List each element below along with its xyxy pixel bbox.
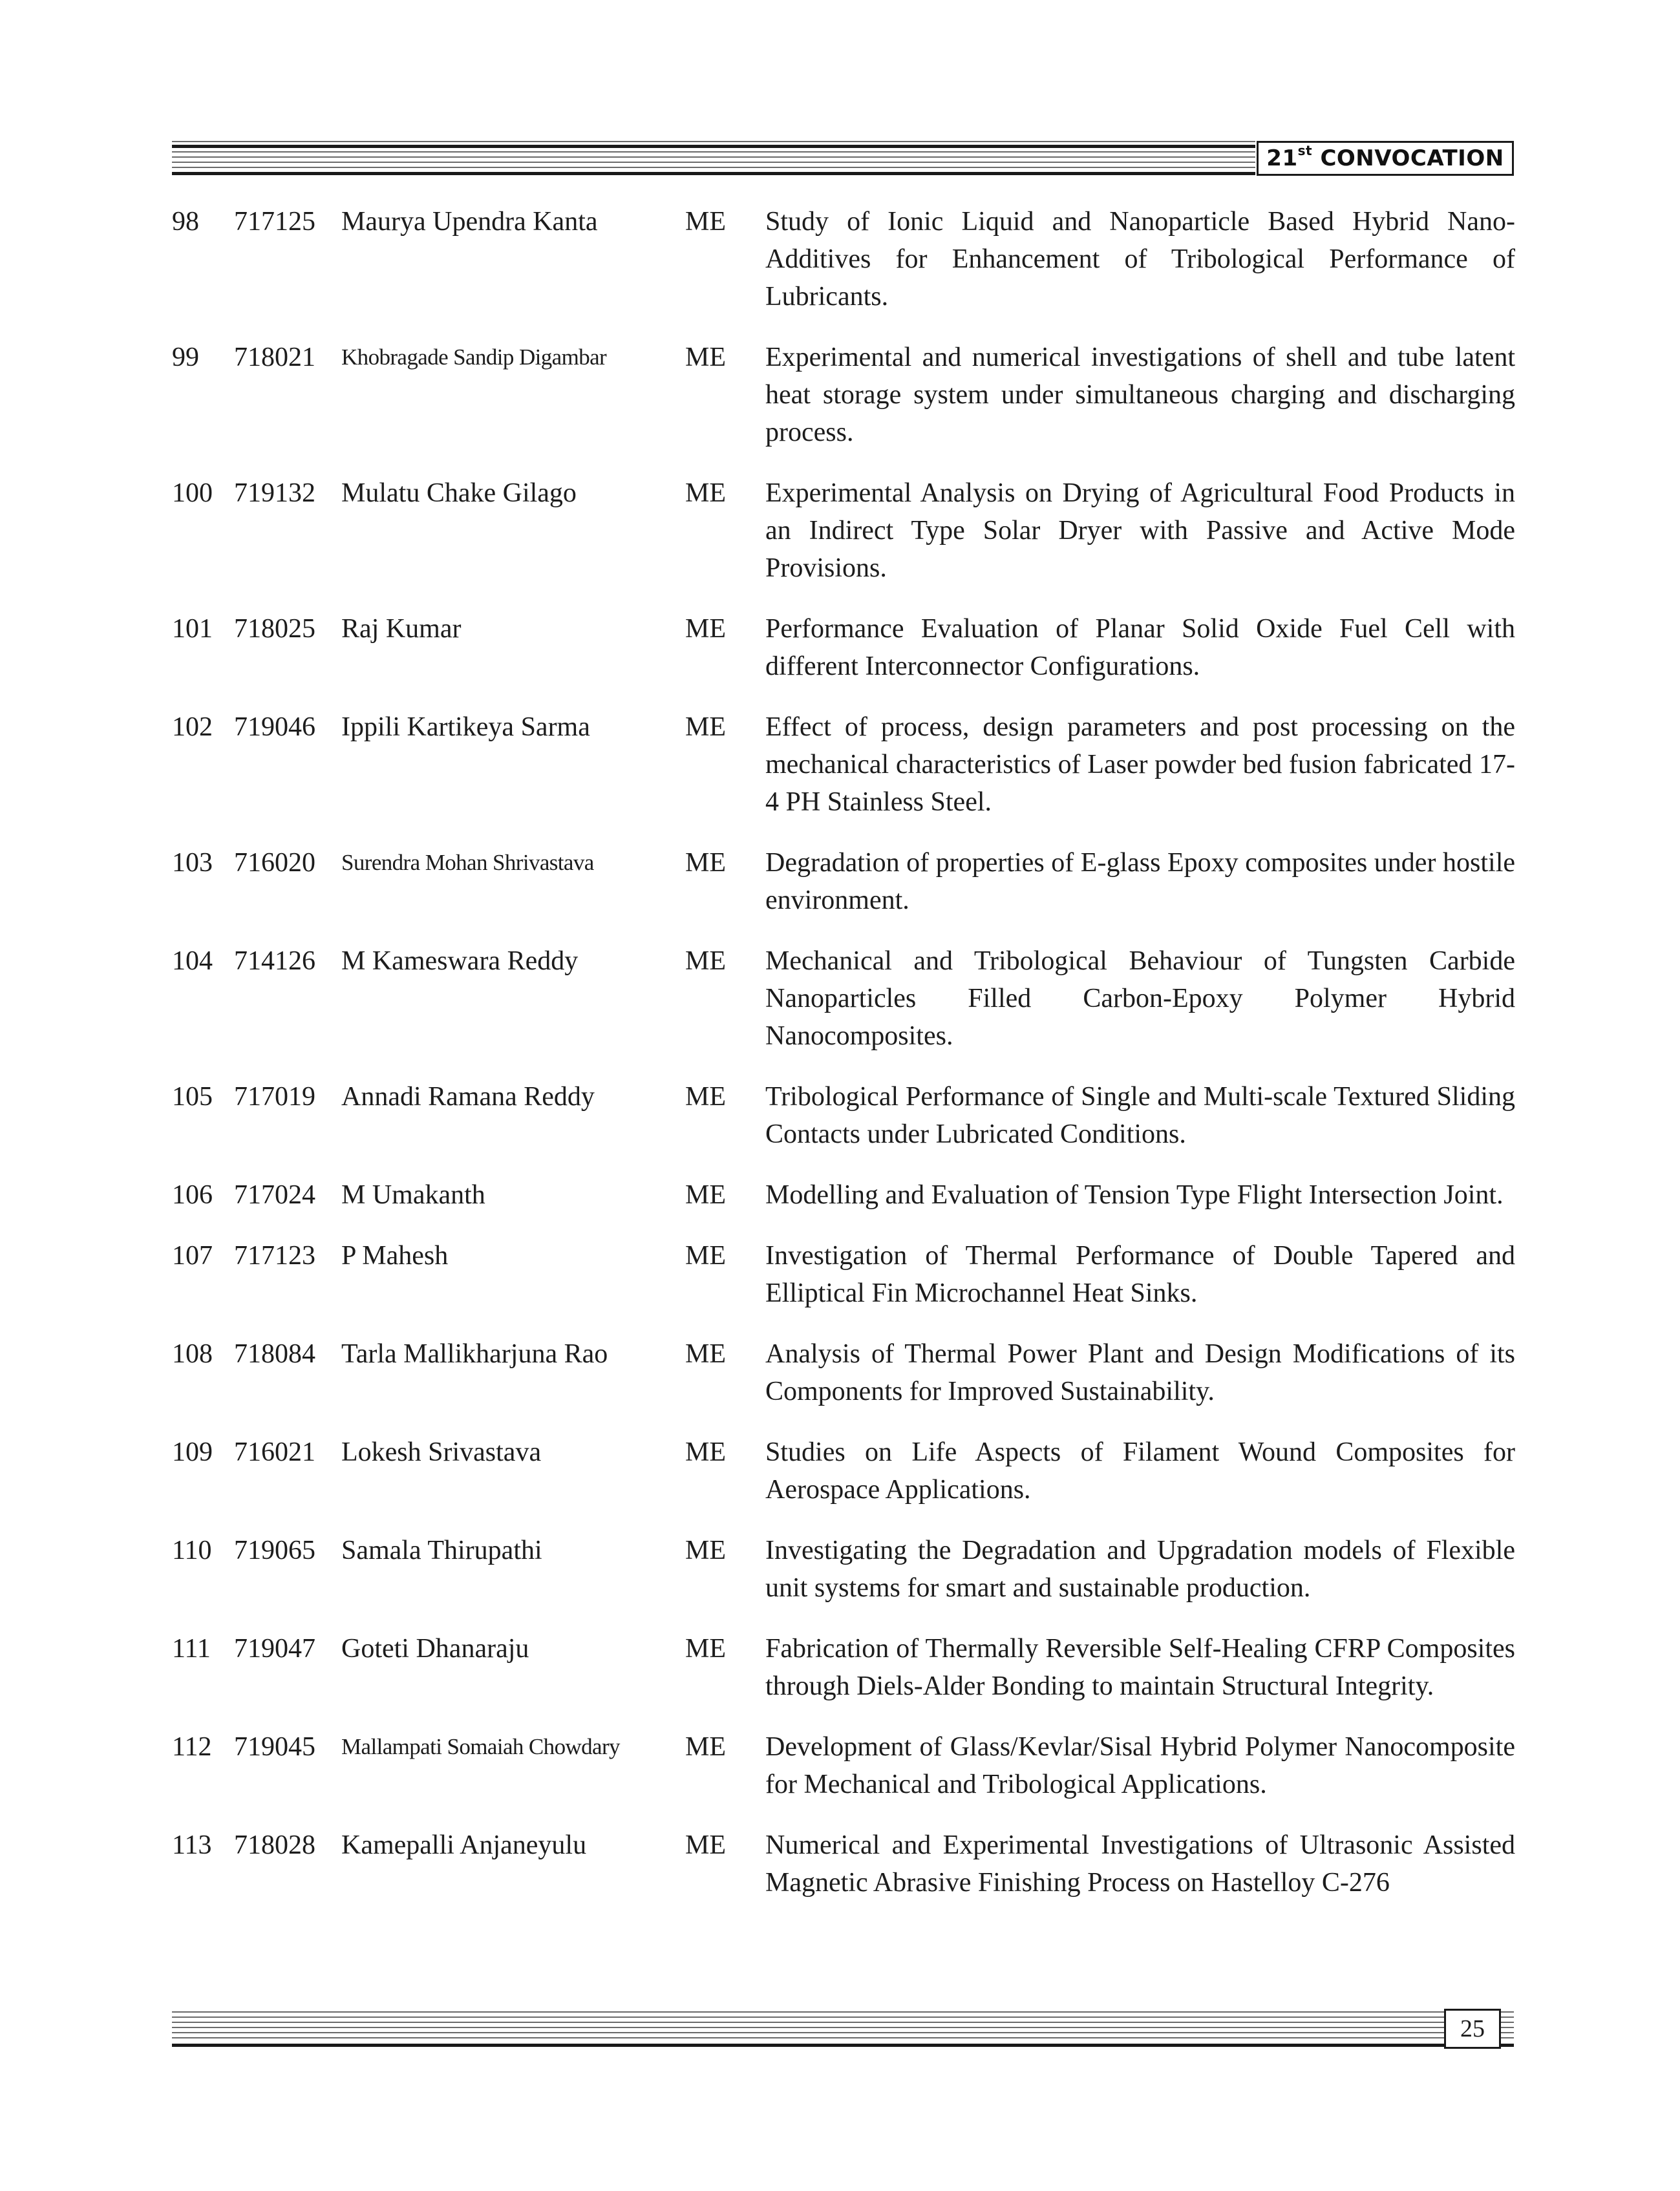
scholar-name: Raj Kumar bbox=[341, 614, 462, 644]
department: ME bbox=[685, 946, 726, 976]
roll-number: 719065 bbox=[234, 1536, 315, 1565]
department: ME bbox=[685, 1180, 726, 1210]
scholar-name: Kamepalli Anjaneyulu bbox=[341, 1830, 587, 1860]
serial-number: 112 bbox=[172, 1732, 212, 1762]
page-header bbox=[172, 138, 1514, 180]
scholar-name: Maurya Upendra Kanta bbox=[341, 207, 598, 237]
roll-number: 717123 bbox=[234, 1241, 315, 1271]
list-item bbox=[172, 1176, 1515, 1214]
thesis-title: Fabrication of Thermally Reversible Self-Healing CFRP Composites through Diels-Alder Bonding to maintain Structural Integrity. bbox=[765, 1634, 1515, 1701]
serial-number: 98 bbox=[172, 207, 199, 237]
list-item bbox=[172, 1826, 1515, 1901]
serial-number: 110 bbox=[172, 1536, 212, 1565]
serial-number: 104 bbox=[172, 946, 213, 976]
thesis-title: Degradation of properties of E-glass Epoxy composites under hostile environment. bbox=[765, 848, 1515, 915]
convocation-number: 21 bbox=[1266, 145, 1298, 171]
list-item bbox=[172, 1434, 1515, 1508]
roll-number: 719046 bbox=[234, 712, 315, 742]
thesis-title: Analysis of Thermal Power Plant and Design Modifications of its Components for Improved Sustainability. bbox=[765, 1339, 1515, 1406]
thesis-title: Effect of process, design parameters and post processing on the mechanical characteristics of Laser powder bed fusion fabricated 17-4 PH Stainless Steel. bbox=[765, 712, 1515, 817]
serial-number: 101 bbox=[172, 614, 213, 644]
serial-number: 100 bbox=[172, 478, 213, 508]
convocation-suffix: st bbox=[1297, 142, 1313, 158]
list-item bbox=[172, 1728, 1515, 1803]
serial-number: 113 bbox=[172, 1830, 212, 1860]
scholar-name: Ippili Kartikeya Sarma bbox=[341, 712, 590, 742]
roll-number: 717125 bbox=[234, 207, 315, 237]
list-item bbox=[172, 844, 1515, 919]
thesis-title: Numerical and Experimental Investigations of Ultrasonic Assisted Magnetic Abrasive Finishing Process on Hastelloy C-276 bbox=[765, 1830, 1515, 1898]
department: ME bbox=[685, 848, 726, 878]
thesis-title: Development of Glass/Kevlar/Sisal Hybrid Polymer Nanocomposite for Mechanical and Tribological Applications. bbox=[765, 1732, 1515, 1799]
convocation-label: CONVOCATION bbox=[1320, 145, 1504, 171]
list-item bbox=[172, 1532, 1515, 1607]
roll-number: 718084 bbox=[234, 1339, 315, 1369]
serial-number: 111 bbox=[172, 1634, 211, 1664]
serial-number: 107 bbox=[172, 1241, 213, 1271]
page-number: 25 bbox=[1444, 2009, 1501, 2049]
department: ME bbox=[685, 207, 726, 237]
serial-number: 108 bbox=[172, 1339, 213, 1369]
list-item bbox=[172, 339, 1515, 451]
list-item bbox=[172, 474, 1515, 587]
roll-number: 718025 bbox=[234, 614, 315, 644]
footer-rule-lines bbox=[172, 2009, 1514, 2049]
department: ME bbox=[685, 1732, 726, 1762]
department: ME bbox=[685, 1536, 726, 1565]
serial-number: 103 bbox=[172, 848, 213, 878]
scholar-name: P Mahesh bbox=[341, 1241, 449, 1271]
department: ME bbox=[685, 1634, 726, 1664]
thesis-title: Modelling and Evaluation of Tension Type Flight Intersection Joint. bbox=[765, 1180, 1504, 1210]
department: ME bbox=[685, 1241, 726, 1271]
department: ME bbox=[685, 343, 726, 372]
thesis-title: Studies on Life Aspects of Filament Wound Composites for Aerospace Applications. bbox=[765, 1437, 1515, 1505]
thesis-title: Experimental and numerical investigations of shell and tube latent heat storage system under simultaneous charging and discharging process. bbox=[765, 343, 1515, 447]
roll-number: 718028 bbox=[234, 1830, 315, 1860]
scholar-name: Samala Thirupathi bbox=[341, 1536, 542, 1565]
scholar-name: Goteti Dhanaraju bbox=[341, 1634, 529, 1664]
thesis-title: Study of Ionic Liquid and Nanoparticle Based Hybrid Nano-Additives for Enhancement of Tribological Performance of Lubricants. bbox=[765, 207, 1515, 312]
convocation-badge bbox=[1257, 141, 1514, 176]
thesis-title: Investigation of Thermal Performance of Double Tapered and Elliptical Fin Microchannel Heat Sinks. bbox=[765, 1241, 1515, 1308]
scholar-name: Khobragade Sandip Digambar bbox=[341, 344, 607, 370]
scholar-name: Mulatu Chake Gilago bbox=[341, 478, 577, 508]
header-rule-lines bbox=[172, 138, 1255, 180]
thesis-list bbox=[172, 203, 1515, 1925]
thesis-title: Mechanical and Tribological Behaviour of Tungsten Carbide Nanoparticles Filled Carbon-Epoxy Polymer Hybrid Nanocomposites. bbox=[765, 946, 1515, 1051]
scholar-name: Annadi Ramana Reddy bbox=[341, 1082, 595, 1112]
roll-number: 718021 bbox=[234, 343, 315, 372]
scholar-name: Mallampati Somaiah Chowdary bbox=[341, 1734, 620, 1759]
roll-number: 719047 bbox=[234, 1634, 315, 1664]
roll-number: 716021 bbox=[234, 1437, 315, 1467]
serial-number: 102 bbox=[172, 712, 213, 742]
list-item bbox=[172, 1237, 1515, 1312]
list-item bbox=[172, 1630, 1515, 1705]
thesis-title: Performance Evaluation of Planar Solid Oxide Fuel Cell with different Interconnector Configurations. bbox=[765, 614, 1515, 681]
serial-number: 99 bbox=[172, 343, 199, 372]
scholar-name: Lokesh Srivastava bbox=[341, 1437, 542, 1467]
department: ME bbox=[685, 1339, 726, 1369]
thesis-title: Investigating the Degradation and Upgradation models of Flexible unit systems for smart and sustainable production. bbox=[765, 1536, 1515, 1603]
department: ME bbox=[685, 1082, 726, 1112]
department: ME bbox=[685, 614, 726, 644]
scholar-name: Tarla Mallikharjuna Rao bbox=[341, 1339, 608, 1369]
roll-number: 714126 bbox=[234, 946, 315, 976]
scholar-name: M Umakanth bbox=[341, 1180, 485, 1210]
roll-number: 716020 bbox=[234, 848, 315, 878]
list-item bbox=[172, 1078, 1515, 1153]
department: ME bbox=[685, 712, 726, 742]
serial-number: 106 bbox=[172, 1180, 213, 1210]
list-item bbox=[172, 203, 1515, 315]
department: ME bbox=[685, 1830, 726, 1860]
page-footer bbox=[172, 2009, 1514, 2049]
serial-number: 105 bbox=[172, 1082, 213, 1112]
roll-number: 717024 bbox=[234, 1180, 315, 1210]
scholar-name: Surendra Mohan Shrivastava bbox=[341, 850, 594, 875]
department: ME bbox=[685, 478, 726, 508]
list-item bbox=[172, 1335, 1515, 1410]
list-item bbox=[172, 610, 1515, 685]
serial-number: 109 bbox=[172, 1437, 213, 1467]
list-item bbox=[172, 708, 1515, 821]
scholar-name: M Kameswara Reddy bbox=[341, 946, 579, 976]
thesis-title: Tribological Performance of Single and Multi-scale Textured Sliding Contacts under Lubricated Conditions. bbox=[765, 1082, 1515, 1149]
thesis-title: Experimental Analysis on Drying of Agricultural Food Products in an Indirect Type Solar Dryer with Passive and Active Mode Provisions. bbox=[765, 478, 1515, 583]
roll-number: 719132 bbox=[234, 478, 315, 508]
list-item bbox=[172, 942, 1515, 1055]
roll-number: 719045 bbox=[234, 1732, 315, 1762]
department: ME bbox=[685, 1437, 726, 1467]
roll-number: 717019 bbox=[234, 1082, 315, 1112]
